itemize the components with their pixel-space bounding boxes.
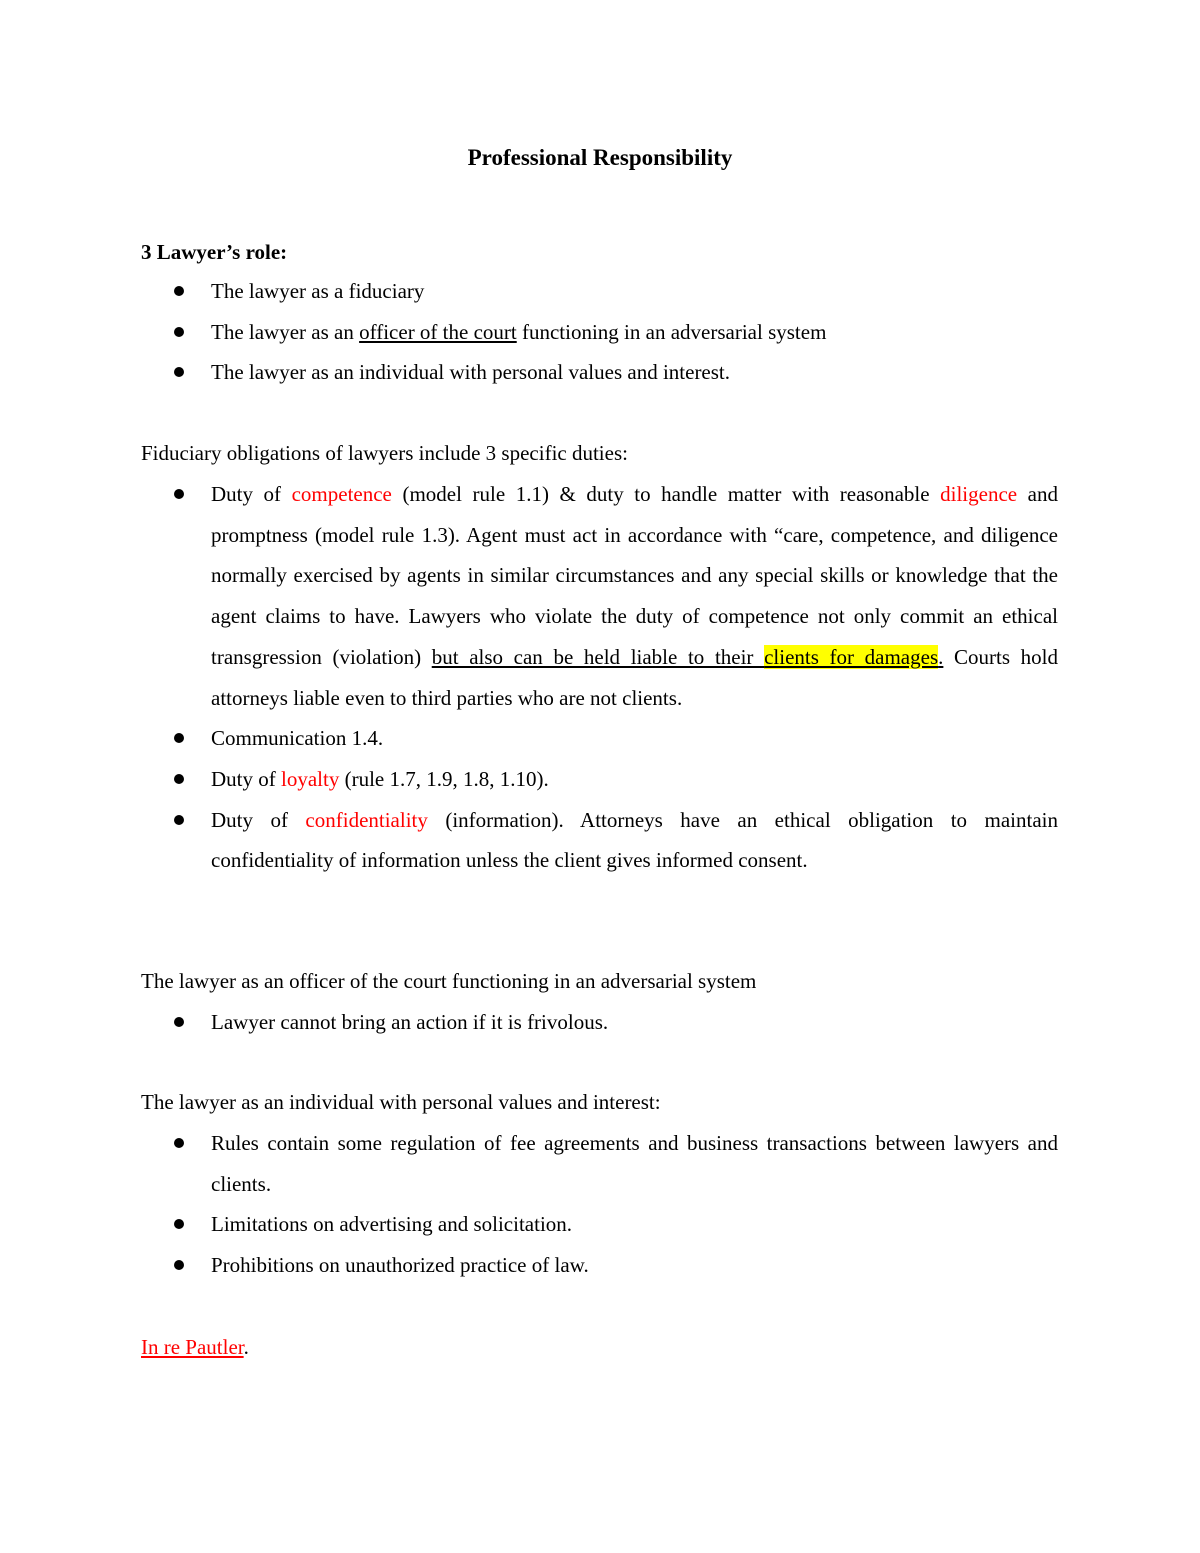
- underlined-phrase: officer of the court: [359, 319, 517, 344]
- fiduciary-heading: Fiduciary obligations of lawyers include 3 specific duties:: [141, 441, 628, 465]
- officer-list: [141, 1002, 1058, 1043]
- list-item: The lawyer as a fiduciary: [141, 271, 1058, 312]
- case-link[interactable]: In re Pautler: [141, 1335, 244, 1359]
- case-reference: In re Pautler.: [141, 1335, 249, 1359]
- list-item: Lawyer cannot bring an action if it is frivolous.: [141, 1002, 1058, 1043]
- bullet-icon: [174, 1219, 184, 1229]
- individual-heading: The lawyer as an individual with personal values and interest:: [141, 1090, 661, 1114]
- term-confidentiality: confidentiality: [305, 807, 428, 832]
- bullet-icon: [174, 1260, 184, 1270]
- list-item: Rules contain some regulation of fee agreements and business transactions between lawyers and clients.: [141, 1123, 1058, 1204]
- bullet-icon: [174, 815, 184, 825]
- bullet-icon: [174, 367, 184, 377]
- term-diligence: diligence: [940, 482, 1018, 506]
- officer-heading: The lawyer as an officer of the court functioning in an adversarial system: [141, 969, 757, 993]
- term-loyalty: loyalty: [281, 766, 340, 791]
- list-item-loyalty: Duty of loyalty (rule 1.7, 1.9, 1.8, 1.10).: [141, 759, 1058, 800]
- bullet-icon: [174, 327, 184, 337]
- page-title: Professional Responsibility: [467, 145, 733, 170]
- duties-list: [141, 474, 1058, 881]
- list-item: The lawyer as an officer of the court functioning in an adversarial system: [141, 312, 1058, 353]
- bullet-icon: [174, 286, 184, 296]
- bullet-icon: [174, 733, 184, 743]
- roles-list: [141, 271, 1058, 393]
- highlighted-phrase: clients for damages: [764, 644, 939, 669]
- bullet-icon: [174, 774, 184, 784]
- bullet-icon: [174, 489, 184, 499]
- bullet-icon: [174, 1017, 184, 1027]
- list-item: The lawyer as an individual with personal values and interest.: [141, 352, 1058, 393]
- underlined-phrase: but also can be held liable to their clients for damages.: [431, 644, 944, 669]
- bullet-icon: [174, 1138, 184, 1148]
- list-item-competence: Duty of competence (model rule 1.1) & duty to handle matter with reasonable diligence and promptness (model rule 1.3). Agent must act in accordance with “care, competence, and diligence normally exercised by agents in similar circumstances and any special skills or knowledge that the agent claims to have. Lawyers who violate the duty of competence not only commit an ethical transgression (violation) but also can be held liable to their clients for damages. Courts hold attorneys liable even to third parties who are not clients.: [141, 474, 1058, 718]
- list-item: Limitations on advertising and solicitation.: [141, 1204, 1058, 1245]
- list-item-communication: Communication 1.4.: [141, 718, 1058, 759]
- list-item: Prohibitions on unauthorized practice of law.: [141, 1245, 1058, 1286]
- roles-heading: 3 Lawyer’s role:: [141, 240, 288, 264]
- individual-list: [141, 1123, 1058, 1286]
- term-competence: competence: [291, 482, 392, 506]
- list-item-confidentiality: Duty of confidentiality (information). Attorneys have an ethical obligation to maintain confidentiality of information unless the client gives informed consent.: [141, 800, 1058, 881]
